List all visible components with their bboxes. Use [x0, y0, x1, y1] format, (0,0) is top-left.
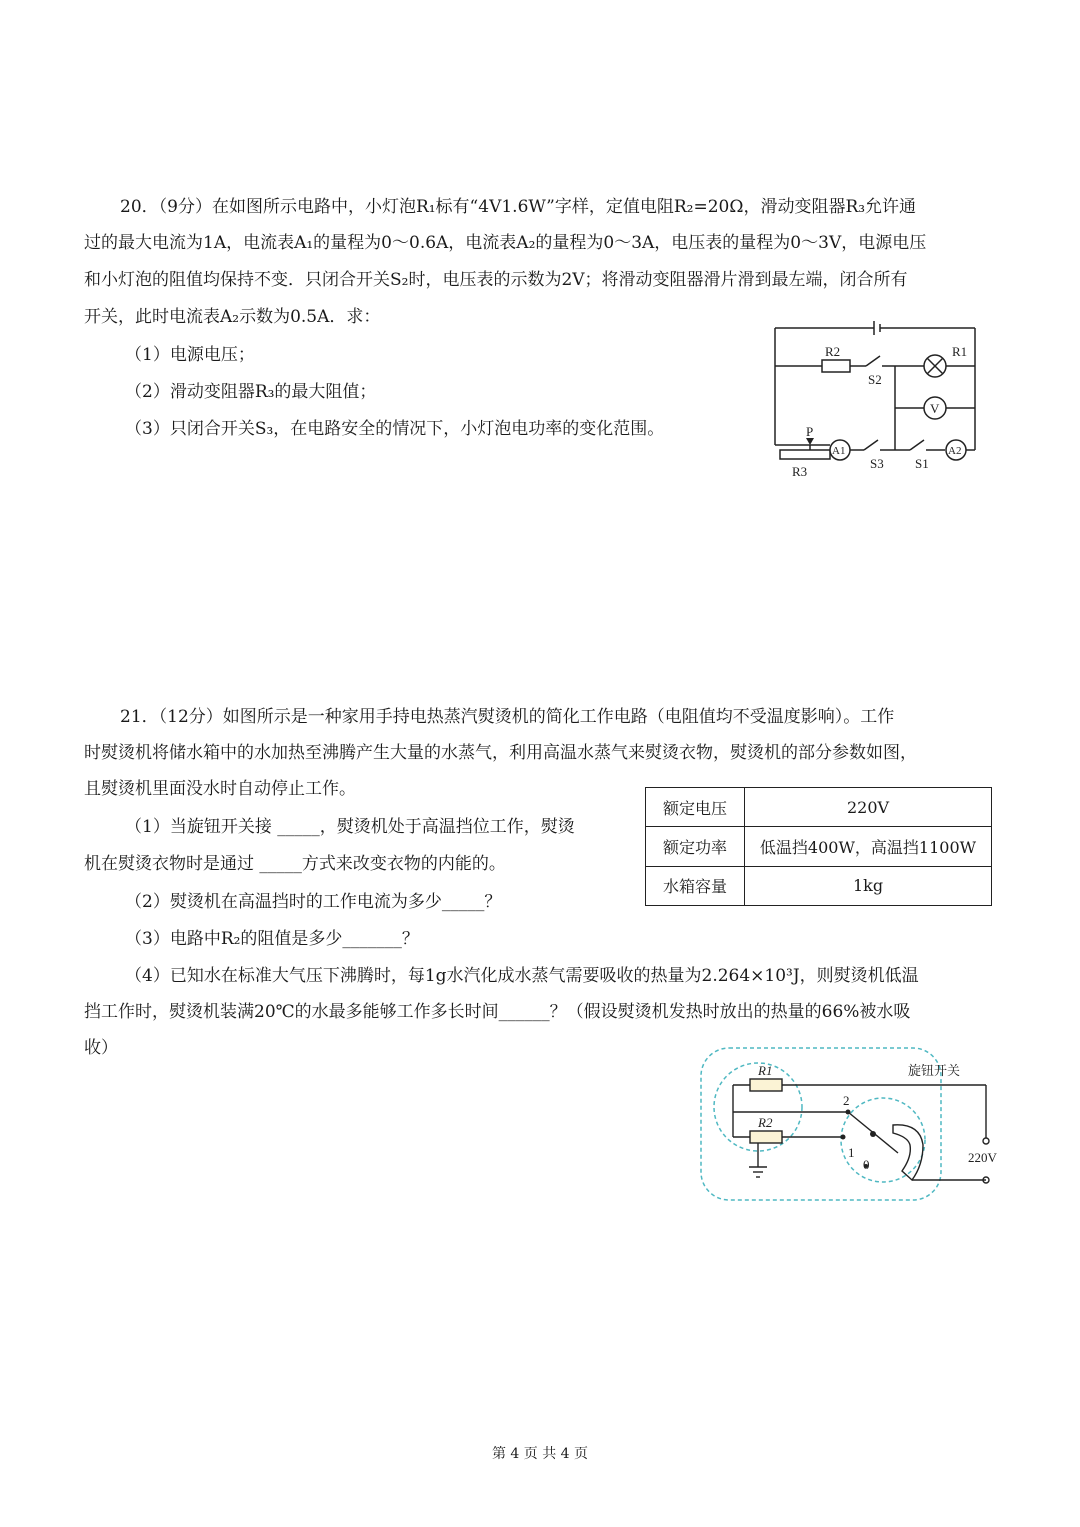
page-footer: 第 4 页 共 4 页: [491, 1446, 589, 1462]
q21-sub-2: （2）熨烫机在高温挡时的工作电流为多少_____？: [125, 892, 502, 912]
q20-line-1: 20．（9分）在如图所示电路中，小灯泡R₁标有“4V1.6W”字样，定值电阻R₂=20Ω，滑动变阻器R₃允许通: [120, 197, 917, 217]
q20-label-s1: S1: [915, 456, 929, 471]
q21-sub-3: （3）电路中R₂的阻值是多少_______？: [125, 929, 419, 949]
q21-line-1: 21．（12分）如图所示是一种家用手持电热蒸汽熨烫机的简化工作电路（电阻值均不受温度影响）。工作: [120, 707, 895, 727]
table-value: 220V: [745, 788, 992, 827]
q21-label-0: 0: [863, 1157, 870, 1172]
q20-circuit-diagram: [770, 318, 985, 480]
q20-label-a2: A2: [948, 445, 962, 457]
table-value: 低温挡400W，高温挡1100W: [745, 827, 992, 866]
table-key: 额定功率: [646, 827, 745, 866]
q20-label-r3: R3: [792, 464, 808, 479]
table-value: 1kg: [745, 866, 992, 905]
q20-label-r1: R1: [952, 344, 968, 359]
q21-sub-4b: 挡工作时，熨烫机装满20℃的水最多能够工作多长时间______？（假设熨烫机发热时放出的热量的66%被水吸: [84, 1002, 911, 1022]
q20-label-a1: A1: [832, 445, 846, 457]
q21-parameter-table: [645, 787, 992, 906]
q21-label-r1: R1: [758, 1063, 773, 1078]
q21-sub-1a: （1）当旋钮开关接 _____，熨烫机处于高温挡位工作，熨烫: [125, 817, 575, 837]
q20-line-3: 和小灯泡的阻值均保持不变．只闭合开关S₂时，电压表的示数为2V；将滑动变阻器滑片滑到最左端，闭合所有: [84, 270, 908, 290]
q21-label-2: 2: [843, 1093, 850, 1108]
q21-circuit-diagram: [698, 1045, 1008, 1203]
q21-label-knob-switch: 旋钮开关: [908, 1063, 961, 1078]
q20-label-s3: S3: [870, 456, 884, 471]
q20-sub-1: （1）电源电压；: [125, 345, 255, 365]
q21-label-1: 1: [848, 1145, 855, 1160]
table-row: [646, 827, 992, 866]
q20-label-v: V: [930, 401, 940, 416]
q20-sub-2: （2）滑动变阻器R₃的最大阻值；: [125, 382, 377, 402]
q21-sub-1b: 机在熨烫衣物时是通过 _____方式来改变衣物的内能的。: [84, 854, 506, 874]
q21-sub-4a: （4）已知水在标准大气压下沸腾时，每1g水汽化成水蒸气需要吸收的热量为2.264×10³J，则熨烫机低温: [125, 966, 919, 986]
q21-line-3: 且熨烫机里面没水时自动停止工作。: [84, 779, 356, 799]
q20-label-r2: R2: [825, 344, 841, 359]
q21-line-2: 时熨烫机将储水箱中的水加热至沸腾产生大量的水蒸气，利用高温水蒸气来熨烫衣物，熨烫机的部分参数如图，: [84, 743, 917, 763]
table-key: 额定电压: [646, 788, 745, 827]
table-key: 水箱容量: [646, 866, 745, 905]
q21-label-r2: R2: [758, 1115, 773, 1130]
q20-label-s2: S2: [868, 372, 882, 387]
q20-label-p: P: [806, 424, 814, 439]
table-row: [646, 788, 992, 827]
q20-line-4: 开关，此时电流表A₂示数为0.5A．求：: [84, 307, 381, 327]
table-row: [646, 866, 992, 905]
q21-label-220v: 220V: [968, 1150, 997, 1165]
q21-sub-4c: 收）: [84, 1038, 118, 1058]
q20-line-2: 过的最大电流为1A，电流表A₁的量程为0～0.6A，电流表A₂的量程为0～3A，电压表的量程为0～3V，电源电压: [84, 233, 927, 253]
q20-sub-3: （3）只闭合开关S₃，在电路安全的情况下，小灯泡电功率的变化范围。: [125, 419, 665, 439]
